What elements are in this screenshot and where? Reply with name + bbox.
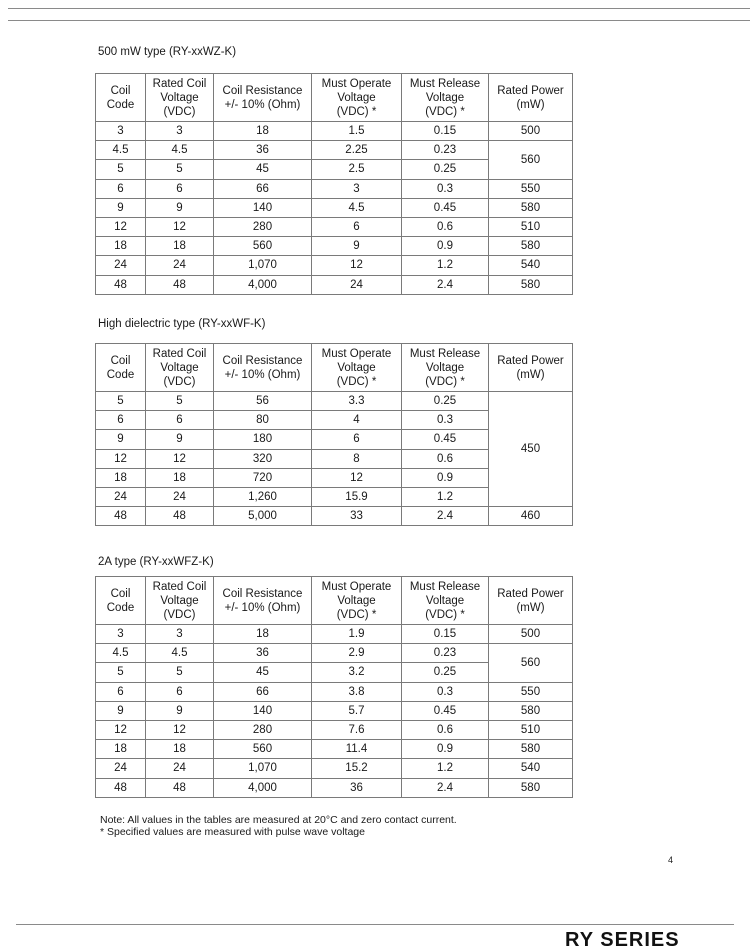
table-cell: 11.4 bbox=[312, 740, 402, 759]
table-cell: 1,260 bbox=[214, 487, 312, 506]
table-cell: 48 bbox=[96, 275, 146, 294]
table-cell: 5 bbox=[146, 663, 214, 682]
table-cell: 18 bbox=[214, 122, 312, 141]
table-cell: 280 bbox=[214, 720, 312, 739]
column-header: Coil Code bbox=[96, 344, 146, 392]
column-header: Must Operate Voltage (VDC) * bbox=[312, 344, 402, 392]
table-cell: 5 bbox=[96, 663, 146, 682]
table-cell: 5,000 bbox=[214, 507, 312, 526]
table-cell: 720 bbox=[214, 468, 312, 487]
table-cell: 8 bbox=[312, 449, 402, 468]
table-cell: 0.9 bbox=[402, 740, 489, 759]
table-cell: 6 bbox=[96, 179, 146, 198]
table-cell: 140 bbox=[214, 701, 312, 720]
table-cell: 140 bbox=[214, 198, 312, 217]
rated-power-cell: 500 bbox=[489, 122, 573, 141]
table-cell: 66 bbox=[214, 179, 312, 198]
table-cell: 24 bbox=[96, 487, 146, 506]
table-cell: 0.23 bbox=[402, 644, 489, 663]
table-cell: 1.2 bbox=[402, 487, 489, 506]
table-cell: 12 bbox=[312, 256, 402, 275]
table-cell: 4.5 bbox=[146, 644, 214, 663]
rated-power-cell: 560 bbox=[489, 644, 573, 682]
column-header: Must Release Voltage (VDC) * bbox=[402, 577, 489, 625]
spec-table-high-dielectric bbox=[95, 343, 573, 526]
table-cell: 5.7 bbox=[312, 701, 402, 720]
column-header: Rated Coil Voltage (VDC) bbox=[146, 344, 214, 392]
column-header: Must Release Voltage (VDC) * bbox=[402, 344, 489, 392]
table-row bbox=[96, 217, 573, 236]
header-row bbox=[96, 344, 573, 392]
table-cell: 2.25 bbox=[312, 141, 402, 160]
table-cell: 0.6 bbox=[402, 217, 489, 236]
table-cell: 12 bbox=[96, 449, 146, 468]
table-cell: 0.25 bbox=[402, 160, 489, 179]
table-cell: 18 bbox=[146, 237, 214, 256]
table-cell: 3.3 bbox=[312, 392, 402, 411]
footer-rule bbox=[16, 924, 734, 925]
table-cell: 33 bbox=[312, 507, 402, 526]
table-row bbox=[96, 778, 573, 797]
column-header: Rated Coil Voltage (VDC) bbox=[146, 577, 214, 625]
spec-table-500mw bbox=[95, 73, 573, 295]
table-cell: 12 bbox=[96, 720, 146, 739]
table-row bbox=[96, 625, 573, 644]
note-measurement: Note: All values in the tables are measured at 20°C and zero contact current. bbox=[100, 814, 457, 826]
table-cell: 4.5 bbox=[96, 644, 146, 663]
table-cell: 9 bbox=[312, 237, 402, 256]
table-cell: 12 bbox=[146, 217, 214, 236]
table-cell: 0.15 bbox=[402, 122, 489, 141]
table-cell: 4.5 bbox=[146, 141, 214, 160]
table-cell: 48 bbox=[146, 275, 214, 294]
rated-power-cell: 580 bbox=[489, 740, 573, 759]
table-cell: 2.4 bbox=[402, 778, 489, 797]
table-row bbox=[96, 256, 573, 275]
table-cell: 48 bbox=[146, 507, 214, 526]
table-cell: 320 bbox=[214, 449, 312, 468]
table-cell: 45 bbox=[214, 663, 312, 682]
table-cell: 2.4 bbox=[402, 275, 489, 294]
table-cell: 280 bbox=[214, 217, 312, 236]
rated-power-cell: 510 bbox=[489, 720, 573, 739]
rated-power-cell: 510 bbox=[489, 217, 573, 236]
table-cell: 7.6 bbox=[312, 720, 402, 739]
table-cell: 18 bbox=[214, 625, 312, 644]
table-row bbox=[96, 198, 573, 217]
table-cell: 0.45 bbox=[402, 198, 489, 217]
table-cell: 1.9 bbox=[312, 625, 402, 644]
table-cell: 4.5 bbox=[96, 141, 146, 160]
table-cell: 4 bbox=[312, 411, 402, 430]
table-row bbox=[96, 179, 573, 198]
column-header: Must Operate Voltage (VDC) * bbox=[312, 74, 402, 122]
table-cell: 66 bbox=[214, 682, 312, 701]
table-cell: 6 bbox=[312, 217, 402, 236]
table-cell: 4.5 bbox=[312, 198, 402, 217]
rated-power-cell: 460 bbox=[489, 507, 573, 526]
table-cell: 48 bbox=[146, 778, 214, 797]
table-cell: 18 bbox=[146, 468, 214, 487]
table-cell: 5 bbox=[96, 160, 146, 179]
column-header: Coil Resistance +/- 10% (Ohm) bbox=[214, 344, 312, 392]
table-cell: 9 bbox=[96, 701, 146, 720]
table-cell: 0.9 bbox=[402, 237, 489, 256]
table-cell: 3.2 bbox=[312, 663, 402, 682]
table-cell: 5 bbox=[146, 392, 214, 411]
table-row bbox=[96, 701, 573, 720]
table-cell: 6 bbox=[96, 411, 146, 430]
table-row bbox=[96, 507, 573, 526]
table-cell: 24 bbox=[146, 759, 214, 778]
table-cell: 18 bbox=[96, 740, 146, 759]
rated-power-cell: 580 bbox=[489, 275, 573, 294]
section-title-high-dielectric: High dielectric type (RY-xxWF-K) bbox=[98, 318, 266, 330]
table-cell: 0.6 bbox=[402, 720, 489, 739]
table-cell: 3.8 bbox=[312, 682, 402, 701]
column-header: Rated Coil Voltage (VDC) bbox=[146, 74, 214, 122]
header-row bbox=[96, 577, 573, 625]
table-cell: 12 bbox=[312, 468, 402, 487]
table-cell: 6 bbox=[146, 411, 214, 430]
section-title-2a: 2A type (RY-xxWFZ-K) bbox=[98, 556, 214, 568]
rated-power-cell: 560 bbox=[489, 141, 573, 179]
rated-power-cell: 550 bbox=[489, 179, 573, 198]
rated-power-cell: 580 bbox=[489, 198, 573, 217]
table-cell: 0.3 bbox=[402, 682, 489, 701]
table-cell: 2.9 bbox=[312, 644, 402, 663]
table-cell: 6 bbox=[146, 179, 214, 198]
column-header: Coil Resistance +/- 10% (Ohm) bbox=[214, 74, 312, 122]
column-header: Must Release Voltage (VDC) * bbox=[402, 74, 489, 122]
table-cell: 4,000 bbox=[214, 275, 312, 294]
table-cell: 560 bbox=[214, 740, 312, 759]
table-cell: 12 bbox=[146, 449, 214, 468]
rated-power-cell: 550 bbox=[489, 682, 573, 701]
rated-power-cell: 540 bbox=[489, 256, 573, 275]
table-row bbox=[96, 392, 573, 411]
table-cell: 48 bbox=[96, 778, 146, 797]
table-cell: 80 bbox=[214, 411, 312, 430]
table-cell: 9 bbox=[96, 430, 146, 449]
column-header: Coil Code bbox=[96, 577, 146, 625]
table-row bbox=[96, 644, 573, 663]
table-cell: 0.23 bbox=[402, 141, 489, 160]
column-header: Must Operate Voltage (VDC) * bbox=[312, 577, 402, 625]
table-cell: 3 bbox=[146, 122, 214, 141]
column-header: Rated Power (mW) bbox=[489, 74, 573, 122]
table-cell: 9 bbox=[146, 701, 214, 720]
column-header: Coil Code bbox=[96, 74, 146, 122]
table-cell: 24 bbox=[146, 256, 214, 275]
table-cell: 1.2 bbox=[402, 759, 489, 778]
note-pulse-wave: * Specified values are measured with pulse wave voltage bbox=[100, 826, 365, 838]
table-cell: 560 bbox=[214, 237, 312, 256]
top-rule-2 bbox=[8, 20, 750, 21]
rated-power-cell: 580 bbox=[489, 237, 573, 256]
table-cell: 15.2 bbox=[312, 759, 402, 778]
table-cell: 5 bbox=[146, 160, 214, 179]
page-number: 4 bbox=[668, 855, 674, 865]
table-cell: 18 bbox=[146, 740, 214, 759]
table-cell: 2.4 bbox=[402, 507, 489, 526]
table-cell: 4,000 bbox=[214, 778, 312, 797]
table-cell: 24 bbox=[146, 487, 214, 506]
table-cell: 1,070 bbox=[214, 256, 312, 275]
top-rule-1 bbox=[8, 8, 750, 9]
table-row bbox=[96, 682, 573, 701]
rated-power-cell: 450 bbox=[489, 392, 573, 507]
column-header: Rated Power (mW) bbox=[489, 344, 573, 392]
table-cell: 36 bbox=[312, 778, 402, 797]
table-cell: 36 bbox=[214, 644, 312, 663]
rated-power-cell: 540 bbox=[489, 759, 573, 778]
table-cell: 36 bbox=[214, 141, 312, 160]
table-cell: 12 bbox=[96, 217, 146, 236]
table-cell: 1.2 bbox=[402, 256, 489, 275]
table-cell: 24 bbox=[312, 275, 402, 294]
table-cell: 3 bbox=[96, 625, 146, 644]
table-row bbox=[96, 237, 573, 256]
table-cell: 3 bbox=[146, 625, 214, 644]
table-cell: 0.25 bbox=[402, 392, 489, 411]
table-cell: 18 bbox=[96, 468, 146, 487]
rated-power-cell: 500 bbox=[489, 625, 573, 644]
table-cell: 0.3 bbox=[402, 179, 489, 198]
table-row bbox=[96, 759, 573, 778]
table-cell: 18 bbox=[96, 237, 146, 256]
table-cell: 1,070 bbox=[214, 759, 312, 778]
table-cell: 0.6 bbox=[402, 449, 489, 468]
table-cell: 1.5 bbox=[312, 122, 402, 141]
table-row bbox=[96, 122, 573, 141]
table-cell: 9 bbox=[146, 198, 214, 217]
header-row bbox=[96, 74, 573, 122]
spec-table-2a bbox=[95, 576, 573, 798]
table-row bbox=[96, 275, 573, 294]
section-title-500mw: 500 mW type (RY-xxWZ-K) bbox=[98, 46, 237, 58]
table-cell: 3 bbox=[312, 179, 402, 198]
table-cell: 56 bbox=[214, 392, 312, 411]
table-cell: 0.45 bbox=[402, 701, 489, 720]
table-cell: 0.3 bbox=[402, 411, 489, 430]
table-cell: 45 bbox=[214, 160, 312, 179]
table-cell: 24 bbox=[96, 759, 146, 778]
table-row bbox=[96, 740, 573, 759]
table-cell: 9 bbox=[96, 198, 146, 217]
table-cell: 2.5 bbox=[312, 160, 402, 179]
table-cell: 5 bbox=[96, 392, 146, 411]
table-cell: 6 bbox=[96, 682, 146, 701]
table-cell: 6 bbox=[312, 430, 402, 449]
footer-brand: RY SERIES bbox=[565, 929, 680, 951]
table-cell: 3 bbox=[96, 122, 146, 141]
table-cell: 0.45 bbox=[402, 430, 489, 449]
table-cell: 24 bbox=[96, 256, 146, 275]
table-cell: 6 bbox=[146, 682, 214, 701]
rated-power-cell: 580 bbox=[489, 701, 573, 720]
column-header: Coil Resistance +/- 10% (Ohm) bbox=[214, 577, 312, 625]
table-cell: 9 bbox=[146, 430, 214, 449]
table-cell: 0.15 bbox=[402, 625, 489, 644]
table-cell: 0.25 bbox=[402, 663, 489, 682]
table-row bbox=[96, 141, 573, 160]
table-cell: 0.9 bbox=[402, 468, 489, 487]
table-cell: 12 bbox=[146, 720, 214, 739]
table-cell: 180 bbox=[214, 430, 312, 449]
table-row bbox=[96, 720, 573, 739]
column-header: Rated Power (mW) bbox=[489, 577, 573, 625]
rated-power-cell: 580 bbox=[489, 778, 573, 797]
table-cell: 15.9 bbox=[312, 487, 402, 506]
table-cell: 48 bbox=[96, 507, 146, 526]
